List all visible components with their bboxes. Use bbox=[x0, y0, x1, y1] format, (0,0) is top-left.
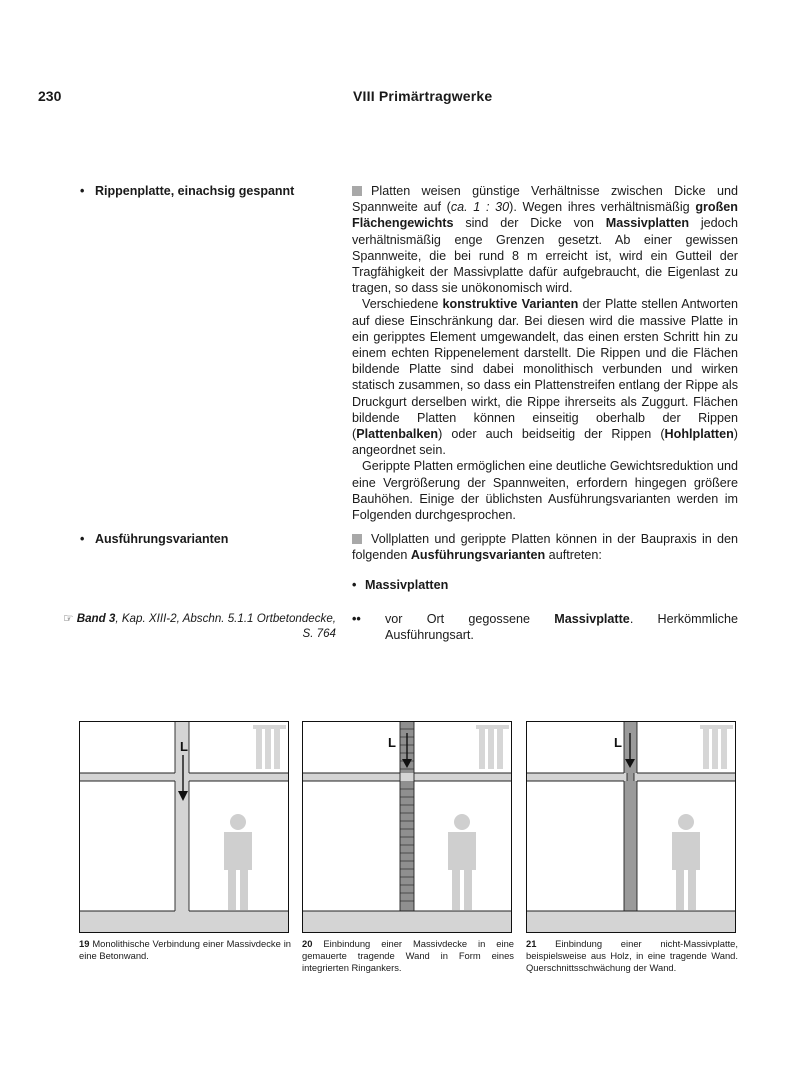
load-label: L bbox=[614, 735, 622, 750]
emphasis-bold: Plattenbalken bbox=[356, 427, 439, 442]
figure-20-drawing bbox=[302, 721, 512, 933]
text-run: ) angeordnet sein. bbox=[352, 427, 738, 458]
section-heading-ausfuehrungsvarianten bbox=[80, 532, 228, 546]
caption-text: Monolithische Verbindung einer Massivdecke in eine Betonwand. bbox=[79, 938, 291, 961]
subheading-text: Massivplatten bbox=[365, 578, 449, 592]
emphasis-bold: großen Flächengewichts bbox=[352, 200, 739, 231]
text-run: Gerippte Platten ermöglichen eine deutliche Gewichtsreduktion und eine Vergrößerung der Spannweiten, erfordern hingegen größere Bauhöhen. Einige der üblichsten Ausführungsvarianten werden im Folgenden durchgesprochen. bbox=[352, 459, 738, 523]
text-run: Vollplatten und gerippte Platten können in der Baupraxis in den folgenden bbox=[352, 532, 738, 563]
pointing-hand-icon: ☞ bbox=[63, 612, 74, 625]
paragraph bbox=[352, 458, 738, 523]
bullet-marker: • bbox=[80, 532, 85, 546]
figure-number: 21 bbox=[526, 938, 537, 949]
emphasis-bold: Ausführungsvarianten bbox=[410, 548, 546, 563]
double-bullet-marker: •• bbox=[352, 612, 361, 626]
text-run: ) oder auch beidseitig der Rippen ( bbox=[438, 427, 665, 442]
section-body-rippenplatte bbox=[352, 183, 738, 523]
figure-19-caption bbox=[79, 938, 291, 962]
text-run: ). Wegen ihres verhältnismäßig bbox=[509, 200, 696, 215]
text-run: Verschiedene bbox=[362, 297, 443, 312]
emphasis-italic: ca. 1 : 30 bbox=[450, 200, 510, 215]
emphasis-bold: Massivplatten bbox=[605, 216, 690, 231]
figure-21-caption bbox=[526, 938, 738, 974]
ground-slab bbox=[303, 911, 511, 932]
bullet-marker: • bbox=[80, 184, 85, 198]
paragraph bbox=[352, 531, 738, 563]
square-marker-icon bbox=[352, 186, 362, 196]
chapter-title: VIII Primärtragwerke bbox=[353, 88, 493, 104]
caption-text: Einbindung einer nicht-Massivplatte, beispielsweise aus Holz, in eine tragende Wand. Querschnittsschwächung der Wand. bbox=[526, 938, 739, 973]
reference-text: , Kap. XIII-2, Abschn. 5.1.1 Ortbetondecke, S. 764 bbox=[115, 612, 336, 640]
figure-20-caption bbox=[302, 938, 514, 974]
text-run: sind der Dicke von bbox=[453, 216, 606, 231]
figure-19-drawing bbox=[79, 721, 289, 933]
square-marker-icon bbox=[352, 534, 362, 544]
paragraph bbox=[352, 183, 738, 296]
section-heading-text: Rippenplatte, einachsig gespannt bbox=[95, 184, 295, 198]
figure-21-drawing bbox=[526, 721, 736, 933]
emphasis-bold: Massivplatte bbox=[554, 612, 630, 626]
figure-number: 20 bbox=[302, 938, 313, 949]
text-run: vor Ort gegossene bbox=[385, 612, 555, 626]
cross-reference bbox=[60, 611, 336, 641]
load-label: L bbox=[180, 739, 188, 754]
paragraph bbox=[352, 296, 738, 458]
caption-text: Einbindung einer Massivdecke in eine gemauerte tragende Wand in Form eines integrierten Ringankers. bbox=[302, 938, 514, 973]
ground-slab bbox=[527, 911, 735, 932]
emphasis-bold: Hohlplatten bbox=[664, 427, 734, 442]
page-number: 230 bbox=[38, 88, 62, 104]
emphasis-bold: konstruktive Varianten bbox=[442, 297, 579, 312]
subheading-massivplatten bbox=[352, 578, 448, 592]
text-run: jedoch verhältnismäßig enge Grenzen gesetzt. Ab einer gewissen Spannweite, die bei rund 8 m erreicht ist, wird ein Gutteil der Tragfähigkeit der Massivplatte dafür aufgebraucht, die Eigenlast zu tragen, so dass sie unökonomisch wird. bbox=[352, 216, 738, 296]
list-item-text bbox=[385, 611, 738, 643]
figure-number: 19 bbox=[79, 938, 90, 949]
text-run: auftreten: bbox=[545, 548, 602, 563]
text-run: Platten weisen günstige Verhältnisse zwischen Dicke und Spannweite auf ( bbox=[352, 184, 738, 215]
text-run: der Platte stellen Antworten auf diese Einschränkung dar. Bei diesen wird die massive Platte in ein geripptes Element umgewandelt, das einen ersten Schritt hin zu einem echten Rippenelement darstellt. Die Rippen und die Flächen bildende Platte sind dabei monolithisch verbunden und wirken statisch zusammen, so dass ein Plattenstreifen entlang der Rippe als Druckgurt derselben wirkt, die Rippe ihrerseits als Zuggurt. Flächen bildende Platten können einseitig oberhalb der Rippen ( bbox=[352, 297, 738, 442]
text-run: . Herkömmliche Ausführungsart. bbox=[385, 612, 738, 643]
floor-slab bbox=[303, 773, 511, 781]
section-heading-rippenplatte bbox=[80, 184, 294, 198]
reference-volume: Band 3 bbox=[76, 612, 116, 625]
section-body-ausfuehrungsvarianten bbox=[352, 531, 738, 563]
section-heading-text: Ausführungsvarianten bbox=[95, 532, 229, 546]
bullet-marker: • bbox=[352, 578, 357, 592]
load-label: L bbox=[388, 735, 396, 750]
ground-slab bbox=[80, 911, 288, 932]
